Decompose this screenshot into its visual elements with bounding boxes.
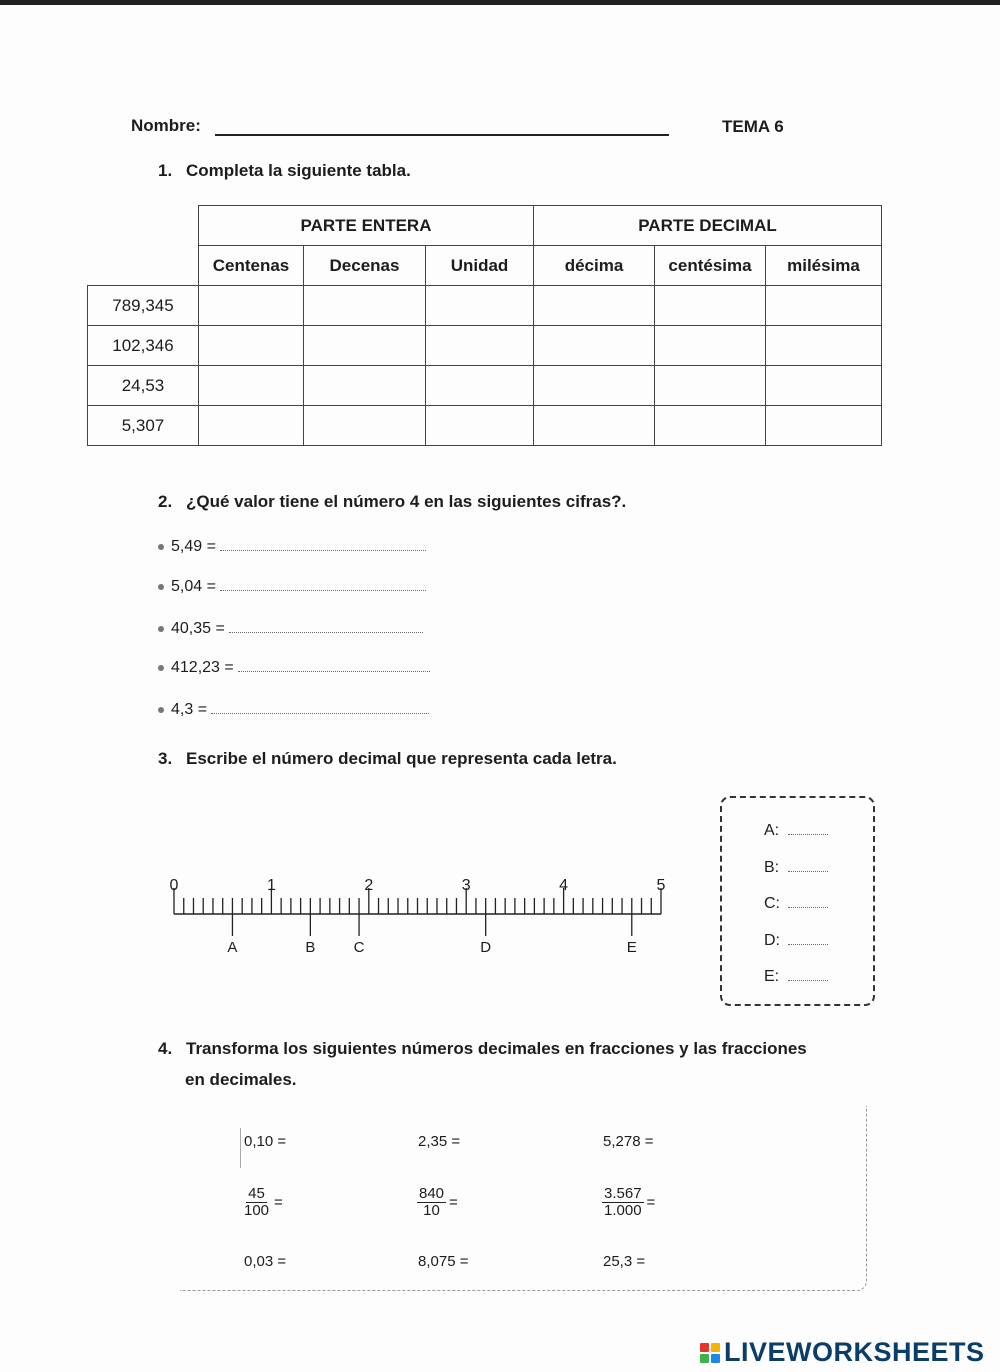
q1-text: Completa la siguiente tabla.	[186, 161, 411, 180]
q2-item	[158, 659, 430, 677]
q3-number: 3.	[158, 749, 173, 768]
bullet-icon	[158, 665, 164, 671]
q2-item-text: 5,49 =	[171, 538, 216, 555]
table-row	[88, 406, 882, 446]
fraction-denominator: 10	[423, 1202, 440, 1219]
answer-label: A:	[764, 822, 780, 839]
answer-cell[interactable]	[199, 366, 304, 406]
fraction-numerator: 3.567	[604, 1185, 642, 1202]
table-row	[88, 366, 882, 406]
number-line-tick-label: 1	[266, 877, 276, 894]
answer-cell[interactable]	[766, 286, 882, 326]
answer-b	[764, 859, 828, 877]
answer-cell[interactable]	[534, 326, 655, 366]
answer-cell[interactable]	[534, 406, 655, 446]
q4-text-line2: en decimales.	[185, 1070, 297, 1089]
q4-item: 0,10 =	[244, 1133, 287, 1150]
nombre-label: Nombre:	[131, 116, 201, 135]
col-milesima: milésima	[766, 246, 882, 286]
answer-cell[interactable]	[534, 286, 655, 326]
q4-margin-line	[240, 1128, 241, 1168]
answer-line[interactable]	[220, 578, 426, 591]
bullet-icon	[158, 584, 164, 590]
answer-cell[interactable]	[426, 326, 534, 366]
answer-line[interactable]	[788, 934, 828, 945]
q2-title	[158, 492, 626, 512]
group-parte-decimal: PARTE DECIMAL	[534, 206, 882, 246]
answer-a	[764, 822, 828, 840]
q3-text: Escribe el número decimal que representa cada letra.	[186, 749, 617, 768]
answer-cell[interactable]	[766, 326, 882, 366]
q4-item: 5,278 =	[603, 1133, 654, 1150]
q4-item: 25,3 =	[603, 1253, 646, 1270]
row-number: 5,307	[88, 406, 199, 446]
answer-line[interactable]	[788, 824, 828, 835]
place-value-table	[87, 205, 882, 446]
q4-item: 2,35 =	[418, 1133, 461, 1150]
fraction-denominator: 1.000	[604, 1202, 642, 1219]
group-parte-entera: PARTE ENTERA	[199, 206, 534, 246]
q2-text: ¿Qué valor tiene el número 4 en las siguientes cifras?.	[186, 492, 627, 511]
number-line-tick-label: 4	[559, 877, 569, 894]
answer-label: E:	[764, 968, 780, 985]
answer-cell[interactable]	[304, 326, 426, 366]
answer-cell[interactable]	[655, 326, 766, 366]
col-unidad: Unidad	[426, 246, 534, 286]
liveworksheets-logo-icon	[700, 1343, 720, 1363]
q2-item-text: 40,35 =	[171, 620, 225, 637]
equals-sign: =	[449, 1194, 458, 1211]
nombre-input-line[interactable]	[215, 134, 669, 136]
col-centenas: Centenas	[199, 246, 304, 286]
brand-name: LIVEWORKSHEETS	[724, 1337, 985, 1367]
answer-label: B:	[764, 859, 780, 876]
answer-line[interactable]	[788, 861, 828, 872]
tema-label: TEMA 6	[722, 117, 784, 136]
col-decenas: Decenas	[304, 246, 426, 286]
answer-cell[interactable]	[766, 366, 882, 406]
q1-title	[158, 161, 411, 181]
answer-label: C:	[764, 895, 780, 912]
answer-cell[interactable]	[426, 286, 534, 326]
q2-item-text: 4,3 =	[171, 701, 208, 718]
number-line-tick-label: 2	[364, 877, 374, 894]
bullet-icon	[158, 626, 164, 632]
q1-number: 1.	[158, 161, 173, 180]
q4-number: 4.	[158, 1039, 173, 1058]
answer-cell[interactable]	[304, 406, 426, 446]
fraction-numerator: 45	[248, 1185, 265, 1202]
liveworksheets-brand	[700, 1337, 985, 1368]
answer-cell[interactable]	[655, 366, 766, 406]
bullet-icon	[158, 544, 164, 550]
answer-cell[interactable]	[199, 326, 304, 366]
scan-top-edge	[0, 0, 1000, 5]
q2-number: 2.	[158, 492, 173, 511]
answer-cell[interactable]	[534, 366, 655, 406]
answer-label: D:	[764, 932, 780, 949]
answer-line[interactable]	[211, 701, 429, 714]
q4-fraction	[417, 1186, 458, 1219]
answer-c	[764, 895, 828, 913]
letter-label-b: B	[305, 939, 316, 956]
answer-cell[interactable]	[655, 286, 766, 326]
col-centesima: centésima	[655, 246, 766, 286]
q2-item	[158, 701, 429, 719]
answer-line[interactable]	[788, 897, 828, 908]
answer-line[interactable]	[788, 970, 828, 981]
table-row	[88, 326, 882, 366]
q4-title	[158, 1039, 807, 1059]
letter-label-d: D	[480, 939, 492, 956]
answer-cell[interactable]	[426, 406, 534, 446]
answer-line[interactable]	[238, 659, 430, 672]
letter-label-e: E	[626, 939, 637, 956]
answer-e	[764, 968, 828, 986]
equals-sign: =	[646, 1194, 656, 1211]
equals-sign: =	[274, 1194, 283, 1211]
q2-item-text: 412,23 =	[171, 659, 234, 676]
q2-item	[158, 620, 423, 638]
row-number: 102,346	[88, 326, 199, 366]
answer-cell[interactable]	[304, 286, 426, 326]
answer-line[interactable]	[229, 620, 423, 633]
table-corner	[88, 206, 199, 246]
q4-fraction	[602, 1186, 655, 1219]
answer-cell[interactable]	[655, 406, 766, 446]
table-corner	[88, 246, 199, 286]
answer-cell[interactable]	[199, 406, 304, 446]
answer-cell[interactable]	[426, 366, 534, 406]
q2-item	[158, 578, 426, 596]
q4-item: 0,03 =	[244, 1253, 287, 1270]
row-number: 24,53	[88, 366, 199, 406]
q3-title	[158, 749, 617, 769]
answer-cell[interactable]	[766, 406, 882, 446]
answers-box	[720, 796, 875, 1006]
letter-label-c: C	[353, 939, 365, 956]
number-line	[160, 870, 680, 960]
q4-text-line1: Transforma los siguientes números decimales en fracciones y las fracciones	[186, 1039, 807, 1058]
fraction-denominator: 100	[244, 1202, 270, 1219]
q2-item-text: 5,04 =	[171, 578, 216, 595]
answer-cell[interactable]	[199, 286, 304, 326]
q4-item: 8,075 =	[418, 1253, 469, 1270]
row-number: 789,345	[88, 286, 199, 326]
bullet-icon	[158, 707, 164, 713]
answer-line[interactable]	[220, 538, 426, 551]
table-row	[88, 286, 882, 326]
number-line-tick-label: 0	[169, 877, 179, 894]
fraction-numerator: 840	[419, 1185, 445, 1202]
number-line-tick-label: 5	[656, 877, 666, 894]
answer-cell[interactable]	[304, 366, 426, 406]
q2-item	[158, 538, 426, 556]
q4-fraction	[242, 1186, 283, 1219]
col-decima: décima	[534, 246, 655, 286]
number-line-tick-label: 3	[461, 877, 471, 894]
letter-label-a: A	[227, 939, 238, 956]
answer-d	[764, 932, 828, 950]
